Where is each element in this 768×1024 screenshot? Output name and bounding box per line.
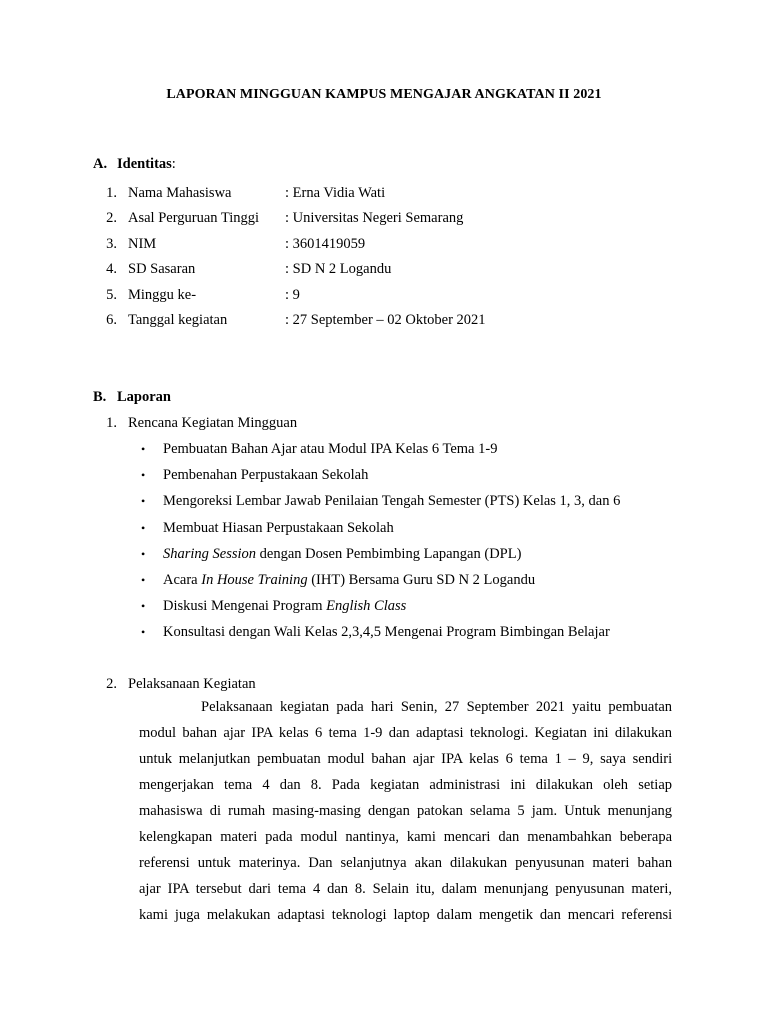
bullet-text: Membuat Hiasan Perpustakaan Sekolah bbox=[163, 519, 394, 536]
paragraph-line: ajar IPA tersebut dari tema 4 dan 8. Selain itu, dalam menunjang penyusunan materi, bbox=[139, 881, 672, 897]
section-a-letter: A. bbox=[93, 156, 108, 172]
section-a-colon: : bbox=[171, 156, 176, 172]
paragraph-line: mengerjakan tema 4 dan 8. Pada kegiatan administrasi ini dilakukan oleh setiap bbox=[139, 777, 672, 793]
paragraph-line: kelengkapan materi pada modul nantinya, kami mencari dan menambahkan beberapa bbox=[139, 829, 672, 845]
identity-label: Nama Mahasiswa bbox=[128, 185, 232, 201]
identity-value: : Erna Vidia Wati bbox=[285, 185, 386, 201]
identity-value: : 3601419059 bbox=[285, 235, 366, 252]
bullet-italic-term: Sharing Session bbox=[163, 545, 257, 562]
identity-row bbox=[93, 182, 693, 204]
identity-label: NIM bbox=[128, 235, 157, 252]
subsection-2-title: Pelaksanaan Kegiatan bbox=[128, 676, 256, 692]
bullet-text: Diskusi Mengenai Program English Class bbox=[163, 598, 407, 615]
bullet-icon: • bbox=[141, 494, 146, 509]
subsection-2-heading bbox=[93, 673, 693, 695]
identity-label: Tanggal kegiatan bbox=[128, 312, 228, 328]
bullet-text: Acara In House Training (IHT) Bersama Guru SD N 2 Logandu bbox=[163, 572, 536, 588]
bullet-icon: • bbox=[141, 573, 146, 587]
bullet-text: Konsultasi dengan Wali Kelas 2,3,4,5 Mengenai Program Bimbingan Belajar bbox=[163, 624, 610, 641]
bullet-icon: • bbox=[141, 599, 146, 614]
identity-number: 5. bbox=[106, 286, 117, 303]
identity-row bbox=[93, 309, 693, 331]
identity-row bbox=[93, 233, 693, 255]
paragraph-line: kami juga melakukan adaptasi teknologi laptop dalam mengetik dan mencari referensi bbox=[139, 907, 672, 923]
identity-row bbox=[93, 284, 693, 306]
section-a-title: Identitas bbox=[117, 156, 172, 172]
identity-value: : 9 bbox=[285, 286, 300, 303]
paragraph-line: mahasiswa di rumah masing-masing dengan patokan selama 5 jam. Untuk menunjang bbox=[139, 803, 672, 819]
subsection-2-number: 2. bbox=[106, 676, 117, 692]
paragraph-line: referensi untuk materinya. Dan selanjutnya akan dilakukan penyusunan materi bahan bbox=[139, 855, 672, 871]
identity-row bbox=[93, 207, 693, 229]
identity-label: Asal Perguruan Tinggi bbox=[128, 210, 260, 227]
bullet-text: Pembenahan Perpustakaan Sekolah bbox=[163, 467, 369, 484]
section-b-heading bbox=[93, 389, 171, 406]
paragraph-line: modul bahan ajar IPA kelas 6 tema 1-9 dan adaptasi teknologi. Kegiatan ini dilakukan bbox=[139, 725, 672, 741]
report-paragraph bbox=[139, 694, 672, 928]
section-b-letter: B. bbox=[93, 389, 107, 405]
identity-number: 1. bbox=[106, 185, 117, 201]
section-b-title: Laporan bbox=[117, 389, 171, 405]
bullet-text: Pembuatan Bahan Ajar atau Modul IPA Kelas 6 Tema 1-9 bbox=[163, 441, 498, 457]
bullet-icon: • bbox=[141, 468, 146, 483]
bullet-icon: • bbox=[141, 546, 146, 561]
subsection-1-heading bbox=[93, 412, 693, 434]
identity-number: 3. bbox=[106, 235, 117, 252]
identity-label: Minggu ke- bbox=[128, 286, 197, 303]
bullet-italic-term: In House Training bbox=[201, 572, 308, 588]
paragraph-line: untuk melanjutkan pembuatan modul bahan ajar IPA kelas 6 tema 1 – 9, saya sendiri bbox=[139, 751, 672, 767]
document-title: LAPORAN MINGGUAN KAMPUS MENGAJAR ANGKATAN II 2021 bbox=[166, 87, 602, 102]
identity-label: SD Sasaran bbox=[128, 261, 196, 278]
identity-number: 4. bbox=[106, 261, 117, 278]
paragraph-line: Pelaksanaan kegiatan pada hari Senin, 27 September 2021 yaitu pembuatan bbox=[201, 699, 672, 715]
identity-value: : Universitas Negeri Semarang bbox=[285, 210, 464, 227]
identity-row bbox=[93, 258, 693, 280]
section-a-heading bbox=[93, 156, 176, 173]
bullet-italic-term: English Class bbox=[326, 598, 407, 615]
bullet-text: Sharing Session dengan Dosen Pembimbing Lapangan (DPL) bbox=[163, 545, 522, 562]
identity-number: 2. bbox=[106, 210, 117, 227]
subsection-1-title: Rencana Kegiatan Mingguan bbox=[128, 415, 298, 431]
identity-value: : 27 September – 02 Oktober 2021 bbox=[285, 312, 486, 328]
bullet-icon: • bbox=[141, 520, 146, 535]
bullet-icon: • bbox=[141, 625, 146, 640]
subsection-1-number: 1. bbox=[106, 415, 117, 431]
identity-number: 6. bbox=[106, 312, 117, 328]
identity-value: : SD N 2 Logandu bbox=[285, 261, 392, 278]
bullet-text: Mengoreksi Lembar Jawab Penilaian Tengah Semester (PTS) Kelas 1, 3, dan 6 bbox=[163, 493, 621, 510]
bullet-icon: • bbox=[141, 442, 146, 456]
